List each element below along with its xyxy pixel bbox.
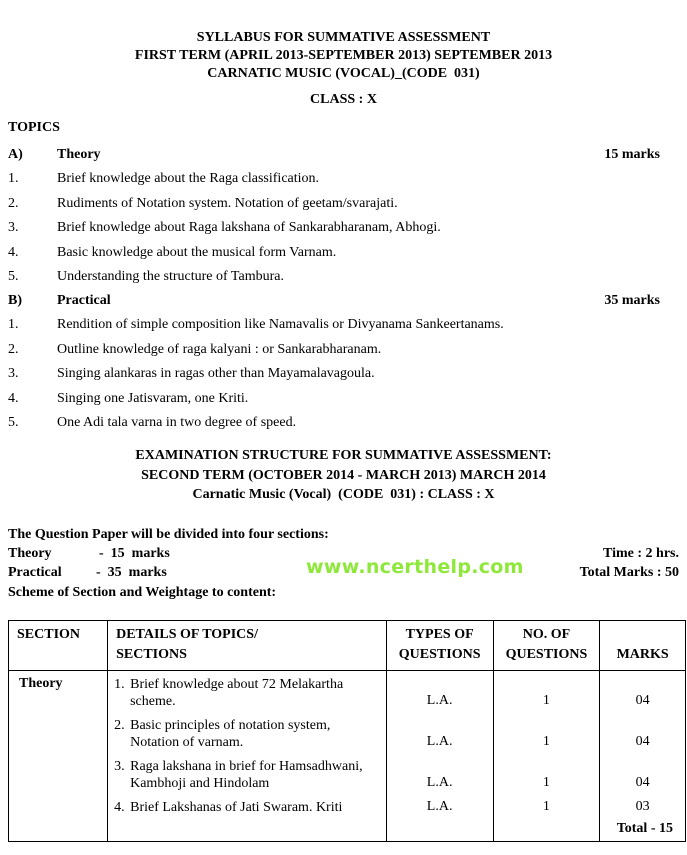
topic-item: Brief knowledge about Raga lakshana of Sankarabharanam, Abhogi. bbox=[57, 220, 441, 235]
topics-heading: TOPICS bbox=[8, 120, 60, 135]
theory-marks: 15 marks bbox=[604, 147, 660, 162]
header-section: SECTION bbox=[9, 621, 108, 671]
topic-number: 3. bbox=[8, 220, 19, 235]
topic-number: 2. bbox=[8, 341, 19, 357]
type-value: L.A. bbox=[426, 799, 453, 814]
type-value: L.A. bbox=[426, 734, 453, 749]
exam-time: Time : 2 hrs. bbox=[603, 546, 679, 561]
header-marks: MARKS bbox=[600, 621, 686, 671]
detail-row-1 bbox=[108, 671, 386, 712]
exam-total-marks: Total Marks : 50 bbox=[579, 565, 679, 580]
topic-item: Rendition of simple composition like Namavalis or Divyanama Sankeertanams. bbox=[57, 317, 504, 332]
practical-letter: B) bbox=[8, 293, 22, 308]
detail-row-3 bbox=[108, 753, 386, 794]
topic-number: 1. bbox=[8, 317, 19, 332]
topic-number: 1. bbox=[8, 171, 19, 186]
topic-number: 2. bbox=[8, 195, 19, 211]
theory-row bbox=[9, 671, 686, 842]
topic-item: Singing alankaras in ragas other than Mayamalavagoula. bbox=[57, 366, 375, 381]
practical-heading: Practical bbox=[57, 293, 111, 308]
table-header-row bbox=[9, 621, 686, 671]
theory-heading: Theory bbox=[57, 147, 101, 162]
detail-text: Basic principles of notation system, Notation of varnam. bbox=[130, 718, 331, 750]
theory-label: Theory bbox=[8, 546, 52, 561]
header-types: TYPES OF QUESTIONS bbox=[386, 621, 493, 671]
detail-number: 3. bbox=[114, 759, 125, 774]
scheme-table bbox=[8, 620, 686, 842]
syllabus-title: SYLLABUS FOR SUMMATIVE ASSESSMENT bbox=[196, 30, 491, 45]
topic-number: 4. bbox=[8, 244, 19, 260]
exam-subject: Carnatic Music (Vocal) (CODE 031) : CLASS : X bbox=[192, 487, 495, 502]
topic-item: Singing one Jatisvaram, one Kriti. bbox=[57, 390, 249, 406]
topic-number: 4. bbox=[8, 390, 19, 406]
topic-number: 5. bbox=[8, 415, 19, 430]
term-title: FIRST TERM (APRIL 2013-SEPTEMBER 2013) SEPTEMBER 2013 bbox=[134, 48, 553, 63]
theory-marks-summary: - 15 marks bbox=[99, 546, 170, 561]
exam-term: SECOND TERM (OCTOBER 2014 - MARCH 2013) MARCH 2014 bbox=[141, 468, 546, 483]
topic-item: Basic knowledge about the musical form Varnam. bbox=[57, 244, 337, 260]
marks-cell bbox=[600, 671, 686, 842]
header-count: NO. OF QUESTIONS bbox=[493, 621, 600, 671]
detail-number: 4. bbox=[114, 800, 125, 815]
header-details: DETAILS OF TOPICS/ SECTIONS bbox=[108, 621, 387, 671]
practical-marks-summary: - 35 marks bbox=[96, 565, 167, 580]
count-cell bbox=[493, 671, 600, 842]
question-paper-intro: The Question Paper will be divided into four sections: bbox=[8, 527, 329, 542]
theory-letter: A) bbox=[8, 147, 23, 162]
count-value: 1 bbox=[542, 693, 550, 708]
detail-row-2 bbox=[108, 712, 386, 753]
topic-item: One Adi tala varna in two degree of speed. bbox=[57, 415, 297, 430]
types-cell bbox=[386, 671, 493, 842]
watermark[interactable]: www.ncerthelp.com bbox=[306, 556, 524, 578]
practical-marks: 35 marks bbox=[604, 293, 660, 308]
detail-number: 1. bbox=[114, 677, 125, 692]
marks-value: 04 bbox=[635, 693, 650, 708]
marks-value: 04 bbox=[635, 775, 650, 790]
count-value: 1 bbox=[542, 775, 550, 790]
topic-item: Outline knowledge of raga kalyani : or Sankarabharanam. bbox=[57, 341, 382, 357]
detail-text: Brief knowledge about 72 Melakartha scheme. bbox=[130, 677, 344, 709]
type-value: L.A. bbox=[426, 775, 453, 790]
marks-value: 03 bbox=[635, 799, 650, 814]
topic-item: Rudiments of Notation system. Notation of geetam/svarajati. bbox=[57, 195, 398, 211]
topic-item: Understanding the structure of Tambura. bbox=[57, 269, 284, 284]
topic-number: 3. bbox=[8, 366, 19, 381]
scheme-heading: Scheme of Section and Weightage to content: bbox=[8, 585, 277, 600]
marks-total: Total - 15 bbox=[616, 821, 673, 836]
exam-title: EXAMINATION STRUCTURE FOR SUMMATIVE ASSESSMENT: bbox=[135, 448, 552, 463]
marks-value: 04 bbox=[635, 734, 650, 749]
class-label: CLASS : X bbox=[310, 92, 377, 107]
count-value: 1 bbox=[542, 799, 550, 814]
detail-text: Brief Lakshanas of Jati Swaram. Kriti bbox=[130, 800, 343, 815]
detail-text: Raga lakshana in brief for Hamsadhwani, Kambhoji and Hindolam bbox=[130, 759, 363, 791]
detail-row-4 bbox=[108, 794, 386, 817]
topic-number: 5. bbox=[8, 269, 19, 284]
count-value: 1 bbox=[542, 734, 550, 749]
subject-title: CARNATIC MUSIC (VOCAL)_(CODE 031) bbox=[207, 66, 480, 81]
topic-item: Brief knowledge about the Raga classification. bbox=[57, 171, 320, 186]
type-value: L.A. bbox=[426, 693, 453, 708]
detail-number: 2. bbox=[114, 718, 125, 733]
details-cell bbox=[108, 671, 387, 842]
section-cell: Theory bbox=[9, 671, 108, 842]
practical-label: Practical bbox=[8, 565, 62, 580]
